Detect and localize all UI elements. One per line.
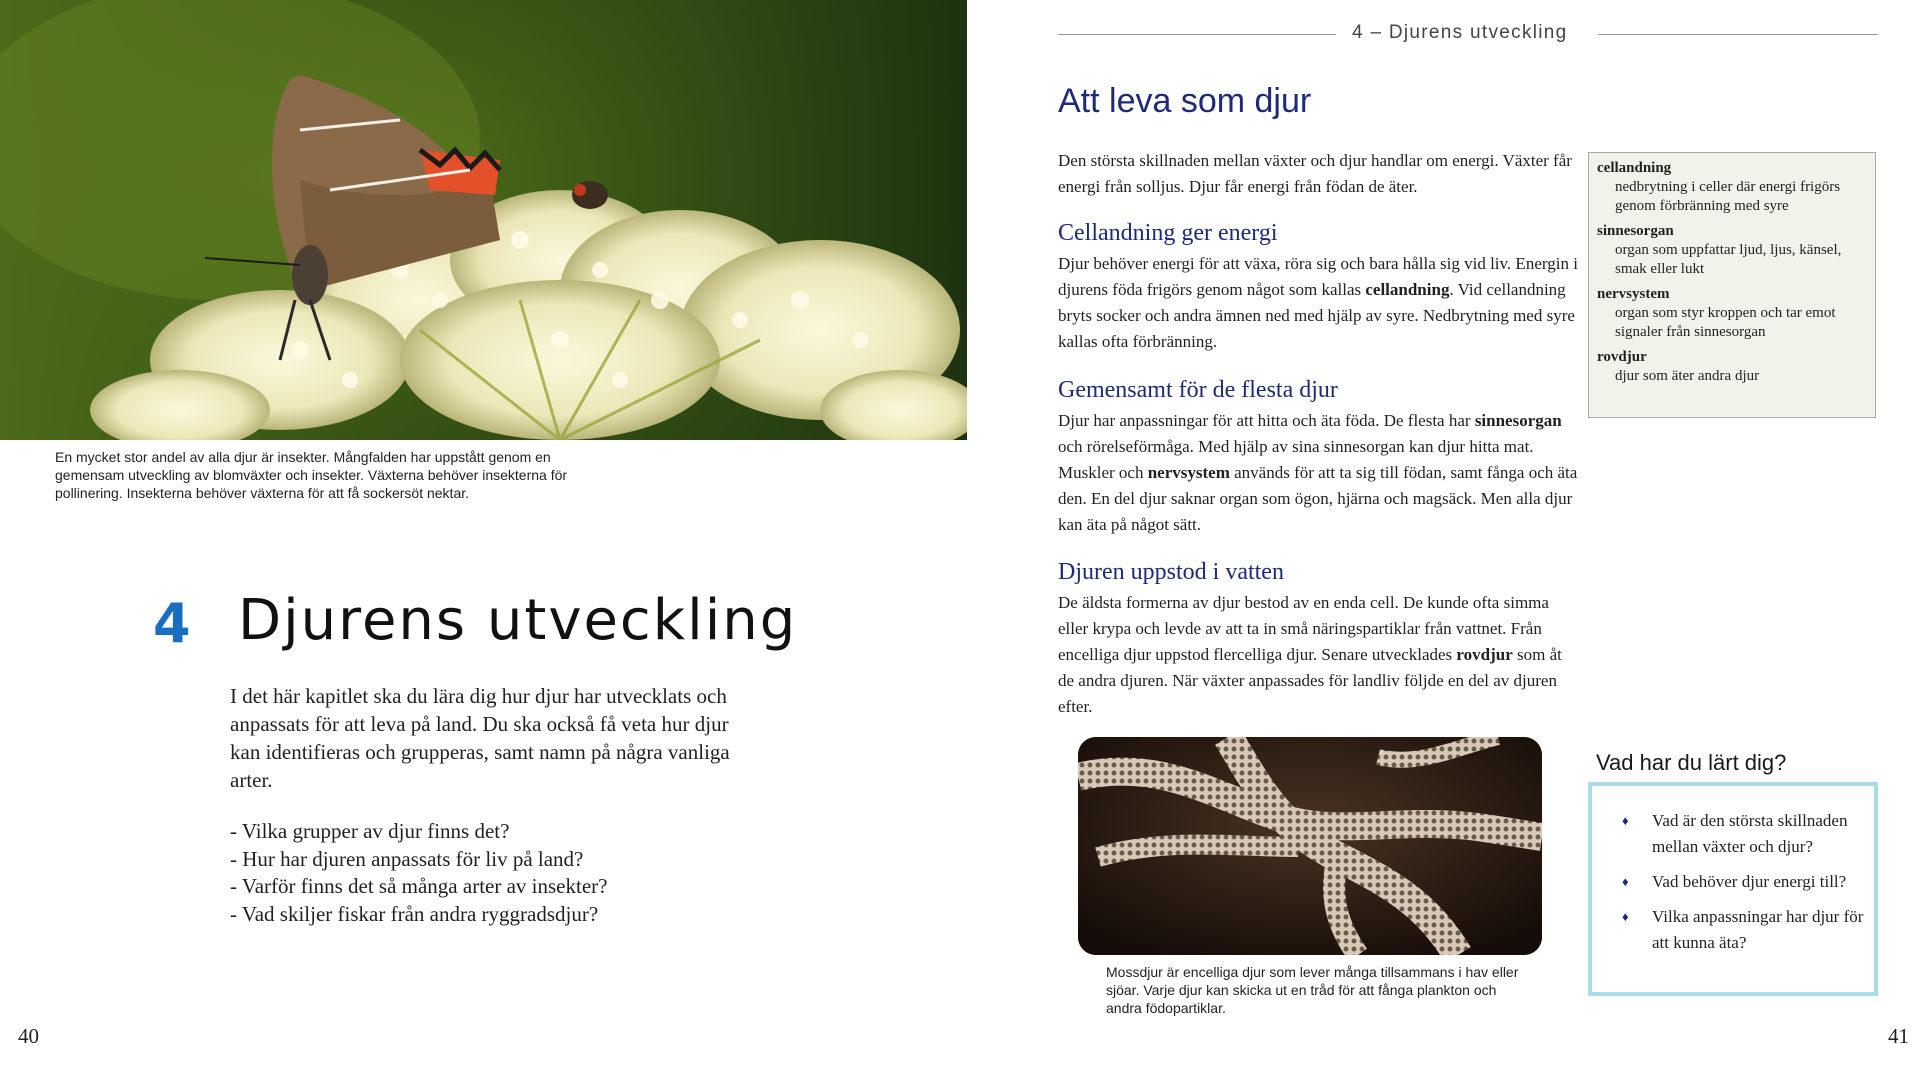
page-number-left: 40 — [18, 1024, 39, 1048]
header-rule-left — [1058, 34, 1336, 35]
glossary-term-highlight: cellandning — [1365, 280, 1450, 299]
question-item: - Hur har djuren anpassats för liv på land? — [230, 846, 584, 871]
glossary-definition: organ som uppfattar ljud, ljus, känsel, smak eller lukt — [1615, 242, 1842, 277]
quiz-item: ♦ Vad behöver djur energi till? — [1622, 869, 1864, 895]
quiz-item: ♦ Vilka anpassningar har djur för att kunna äta? — [1622, 904, 1864, 956]
chapter-title: Djurens utveckling — [238, 588, 798, 653]
chapter-intro: I det här kapitlet ska du lära dig hur djur har utvecklats och anpassats för att leva på land. Du ska också få veta hur djur kan identifieras och grupperas, samt namn på några vanliga arter. — [230, 684, 730, 792]
butterfly-photo — [0, 0, 967, 440]
page-number-right: 41 — [1888, 1024, 1909, 1048]
glossary-definition: nedbrytning i celler där energi frigörs genom förbränning med syre — [1615, 179, 1841, 214]
glossary-term: cellandning — [1597, 160, 1672, 176]
chapter-questions — [230, 818, 750, 928]
glossary-definition: organ som styr kroppen och tar emot signaler från sinnesorgan — [1615, 305, 1836, 340]
quiz-box — [1588, 782, 1878, 996]
section-text-gemensamt: Djur har anpassningar för att hitta och äta föda. De flesta har sinnesorgan och rörelseförmåga. Med hjälp av sina sinnesorgan kan djur hitta mat. Muskler och nervsystem används för att ta sig till födan, samt fånga och äta den. En del djur saknar organ som ögon, hjärna och magsäck. Men alla djur kan äta på något sätt. — [1058, 411, 1578, 534]
running-header: 4 – Djurens utveckling — [1352, 22, 1568, 43]
diamond-bullet-icon: ♦ — [1622, 909, 1629, 924]
section-heading-vatten: Djuren uppstod i vatten — [1058, 559, 1284, 585]
quiz-title: Vad har du lärt dig? — [1596, 750, 1787, 775]
section-heading-gemensamt: Gemensamt för de flesta djur — [1058, 377, 1338, 403]
page-title: Att leva som djur — [1058, 82, 1312, 120]
glossary-term-highlight: sinnesorgan — [1474, 411, 1562, 430]
quiz-item: ♦ Vad är den största skillnaden mellan växter och djur? — [1622, 808, 1864, 860]
glossary-definition: djur som äter andra djur — [1615, 368, 1760, 384]
glossary-term: rovdjur — [1597, 349, 1647, 365]
glossary-box — [1588, 152, 1876, 418]
glossary-term: sinnesorgan — [1597, 223, 1674, 239]
glossary-term-highlight: rovdjur — [1456, 645, 1513, 664]
diamond-bullet-icon: ♦ — [1622, 813, 1629, 828]
bryozoa-photo — [1078, 737, 1542, 955]
intro-paragraph: Den största skillnaden mellan växter och djur handlar om energi. Växter får energi från solljus. Djur får energi från födan de äter. — [1058, 151, 1572, 196]
question-item: - Vilka grupper av djur finns det? — [230, 819, 510, 843]
chapter-number: 4 — [153, 592, 191, 655]
section-heading-cellandning: Cellandning ger energi — [1058, 220, 1278, 246]
photo-caption: En mycket stor andel av alla djur är insekter. Mångfalden har uppstått genom en gemensam utveckling av blomväxter och insekter. Växterna behöver insekterna för pollinering. Insekterna behöver växterna för att få sockersöt nektar. — [55, 449, 568, 501]
header-rule-right — [1598, 34, 1878, 35]
diamond-bullet-icon: ♦ — [1622, 874, 1629, 889]
section-text-cellandning: Djur behöver energi för att växa, röra sig och bara hålla sig vid liv. Energin i djurens föda frigörs genom något som kallas cellandning. Vid cellandning bryts socker och andra ämnen ned med hjälp av syre. Nedbrytning med syre kallas ofta förbränning. — [1058, 254, 1578, 351]
section-text-vatten: De äldsta formerna av djur bestod av en enda cell. De kunde ofta simma eller krypa och levde av att ta in små näringspartiklar från vattnet. Från encelliga djur uppstod flercelliga djur. Senare utvecklades rovdjur som åt de andra djuren. När växter anpassades för landliv följde en del av djuren efter. — [1058, 593, 1562, 716]
question-item: - Varför finns det så många arter av insekter? — [230, 874, 608, 898]
question-item: - Vad skiljer fiskar från andra ryggradsdjur? — [230, 901, 599, 926]
photo-caption: Mossdjur är encelliga djur som lever många tillsammans i hav eller sjöar. Varje djur kan skicka ut en tråd för att fånga plankton och andra födopartiklar. — [1106, 964, 1519, 1016]
glossary-term-highlight: nervsystem — [1147, 463, 1230, 482]
glossary-term: nervsystem — [1597, 286, 1670, 302]
